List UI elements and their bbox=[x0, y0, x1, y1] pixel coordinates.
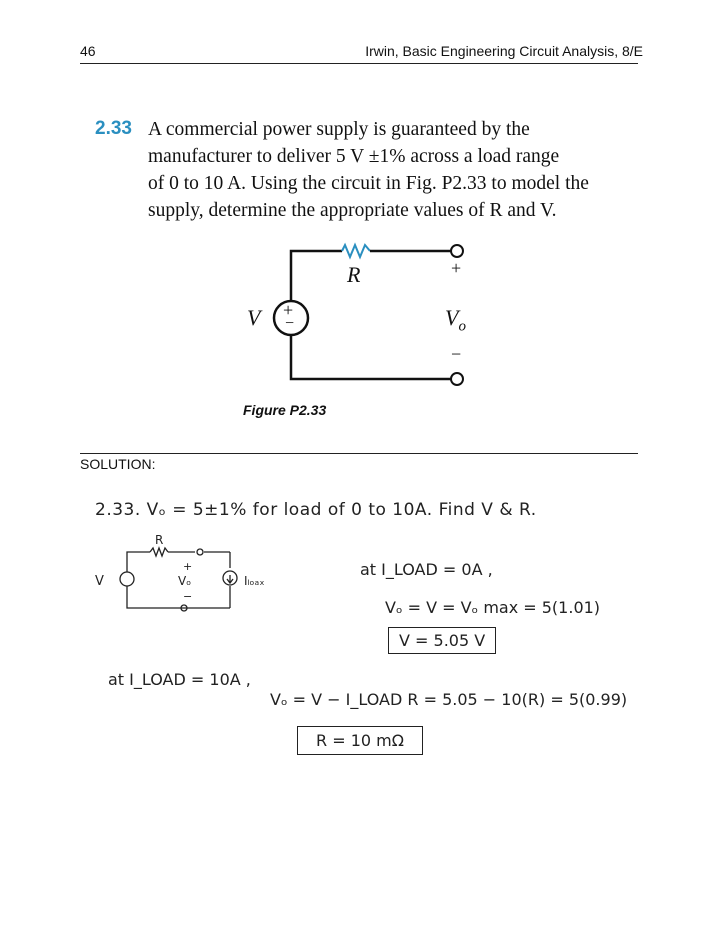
solution-label: SOLUTION: bbox=[80, 456, 156, 472]
terminal-minus: − bbox=[451, 344, 462, 364]
result-box-V: V = 5.05 V bbox=[388, 627, 496, 654]
sketch-label-Vo: Vₒ bbox=[178, 574, 192, 588]
terminal-plus: + bbox=[451, 258, 462, 278]
problem-line-2: manufacturer to deliver 5 V ±1% across a load range bbox=[148, 146, 560, 167]
sketch-minus: − bbox=[183, 590, 193, 603]
label-V: V bbox=[247, 305, 261, 330]
result-box-R: R = 10 mΩ bbox=[297, 726, 423, 755]
sketch-label-Iload: Iₗₒₐₓ bbox=[244, 574, 265, 588]
solution-line-5: Vₒ = V − I_LOAD R = 5.05 − 10(R) = 5(0.99) bbox=[270, 690, 628, 709]
source-minus: − bbox=[285, 315, 295, 332]
sketch-plus: + bbox=[183, 560, 193, 573]
source-plus: + bbox=[283, 300, 294, 320]
figure-caption: Figure P2.33 bbox=[243, 402, 327, 418]
solution-line-2: at I_LOAD = 0A , bbox=[360, 560, 493, 579]
label-R: R bbox=[347, 262, 361, 287]
page-number: 46 bbox=[80, 43, 96, 59]
problem-number: 2.33 bbox=[95, 118, 132, 139]
solution-line-4: at I_LOAD = 10A , bbox=[108, 670, 251, 689]
solution-line-3: Vₒ = V = Vₒ max = 5(1.01) bbox=[385, 598, 601, 617]
label-Vo-main: V bbox=[445, 305, 459, 330]
problem-line-1: A commercial power supply is guaranteed by the bbox=[148, 119, 530, 140]
problem-line-4: supply, determine the appropriate values of R and V. bbox=[148, 200, 557, 221]
sketch-label-V: V bbox=[95, 574, 104, 589]
sketch-label-R: R bbox=[155, 533, 164, 547]
problem-line-3: of 0 to 10 A. Using the circuit in Fig. P2.33 to model the bbox=[148, 173, 589, 194]
running-title: Irwin, Basic Engineering Circuit Analysis, 8/E bbox=[365, 43, 643, 59]
label-Vo-sub: o bbox=[458, 318, 466, 335]
solution-line-1: 2.33. Vₒ = 5±1% for load of 0 to 10A. Find V & R. bbox=[95, 500, 537, 520]
